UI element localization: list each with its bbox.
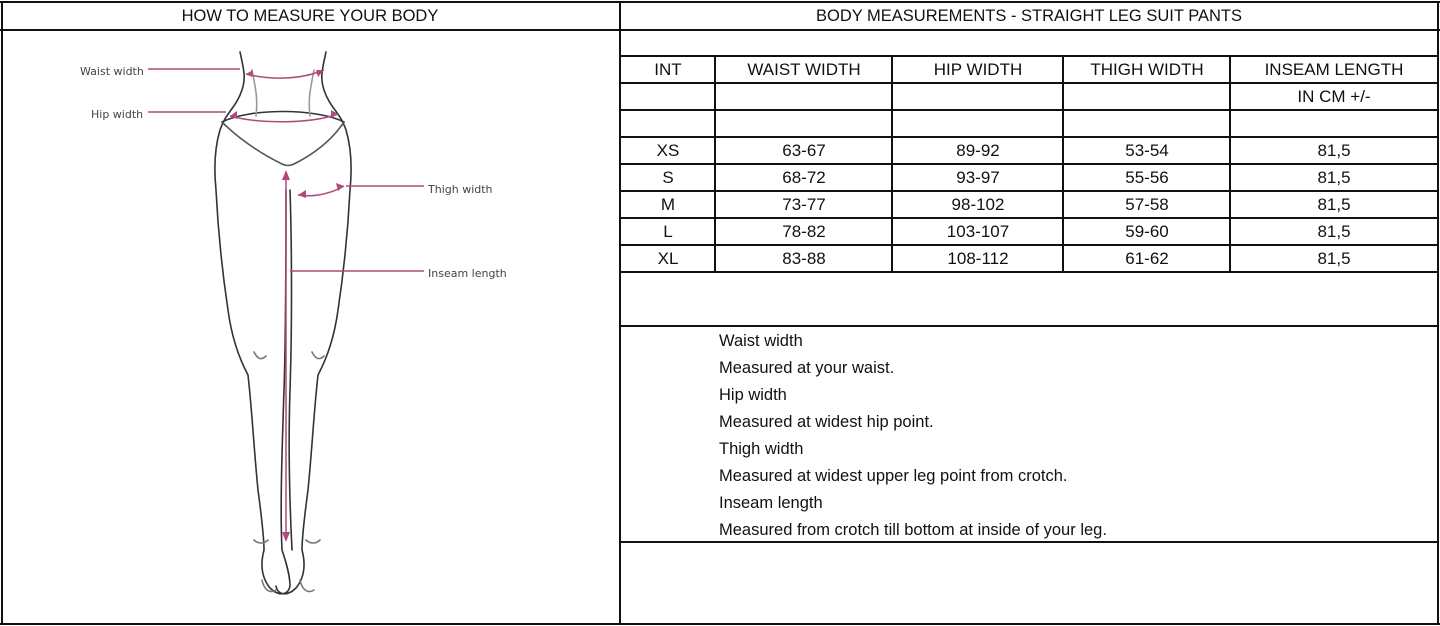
hip-cell: 93-97 xyxy=(956,168,1000,187)
column-header-int: INT xyxy=(654,60,682,79)
size-cell: S xyxy=(662,168,674,187)
table-col-line xyxy=(1062,55,1064,273)
waist-cell: 73-77 xyxy=(782,195,826,214)
right-panel-title: BODY MEASUREMENTS - STRAIGHT LEG SUIT PANTS xyxy=(815,7,1243,25)
thigh-cell: 61-62 xyxy=(1125,249,1169,268)
waist-cell: 63-67 xyxy=(782,141,826,160)
hip-width-label: Hip width xyxy=(91,108,144,121)
thigh-width-label: Thigh width xyxy=(428,183,493,196)
table-line xyxy=(620,244,1438,246)
table-line xyxy=(620,55,1438,57)
border-top xyxy=(0,1,1440,3)
waist-cell: 78-82 xyxy=(782,222,826,241)
description-title: Thigh width xyxy=(719,440,804,458)
thigh-cell: 55-56 xyxy=(1125,168,1169,187)
thigh-cell: 53-54 xyxy=(1125,141,1169,160)
description-title: Waist width xyxy=(719,332,803,350)
panel-divider xyxy=(619,1,621,625)
table-line xyxy=(620,163,1438,165)
table-line xyxy=(620,136,1438,138)
table-line xyxy=(620,541,1438,543)
hip-cell: 108-112 xyxy=(947,249,1009,268)
border-bottom xyxy=(0,623,1440,625)
inseam-cell: 81,5 xyxy=(1317,222,1351,241)
description-title: Inseam length xyxy=(719,494,823,512)
border-right xyxy=(1437,1,1439,625)
size-cell: XS xyxy=(656,141,680,160)
size-cell: L xyxy=(663,222,673,241)
table-line xyxy=(620,109,1438,111)
table-col-line xyxy=(1229,55,1231,273)
table-line xyxy=(620,217,1438,219)
table-line xyxy=(620,190,1438,192)
column-header-waist: WAIST WIDTH xyxy=(747,60,861,79)
table-col-line xyxy=(891,55,893,273)
column-header-thigh: THIGH WIDTH xyxy=(1090,60,1204,79)
hip-cell: 103-107 xyxy=(946,222,1010,241)
description-text: Measured at widest upper leg point from crotch. xyxy=(719,467,1068,485)
table-line xyxy=(620,271,1438,273)
left-panel-title: HOW TO MEASURE YOUR BODY xyxy=(181,7,439,25)
hip-cell: 98-102 xyxy=(951,195,1005,214)
inseam-length-label: Inseam length xyxy=(428,267,507,280)
thigh-cell: 57-58 xyxy=(1125,195,1169,214)
inseam-cell: 81,5 xyxy=(1317,249,1351,268)
hip-cell: 89-92 xyxy=(956,141,1000,160)
table-line xyxy=(620,82,1438,84)
waist-cell: 83-88 xyxy=(782,249,826,268)
thigh-cell: 59-60 xyxy=(1125,222,1169,241)
description-title: Hip width xyxy=(719,386,787,404)
inseam-cell: 81,5 xyxy=(1317,195,1351,214)
inseam-cell: 81,5 xyxy=(1317,168,1351,187)
description-text: Measured from crotch till bottom at inside of your leg. xyxy=(719,521,1107,539)
size-cell: M xyxy=(660,195,676,214)
waist-cell: 68-72 xyxy=(782,168,826,187)
description-text: Measured at your waist. xyxy=(719,359,895,377)
inseam-cell: 81,5 xyxy=(1317,141,1351,160)
waist-width-label: Waist width xyxy=(80,65,144,78)
column-header-inseam: INSEAM LENGTH xyxy=(1264,60,1404,79)
table-line xyxy=(620,325,1438,327)
unit-note: IN CM +/- xyxy=(1297,87,1371,106)
description-text: Measured at widest hip point. xyxy=(719,413,934,431)
size-cell: XL xyxy=(657,249,679,268)
table-col-line xyxy=(714,55,716,273)
column-header-hip: HIP WIDTH xyxy=(933,60,1023,79)
